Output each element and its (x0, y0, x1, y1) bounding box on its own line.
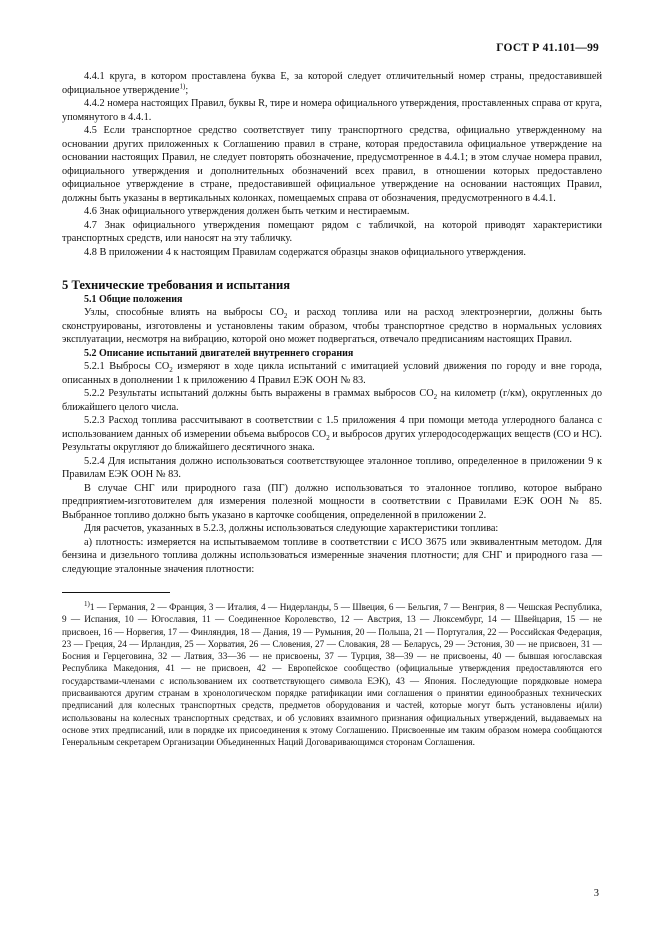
subsection-5-2-heading: 5.2 Описание испытаний двигателей внутреннего сгорания (84, 347, 354, 359)
paragraph-5-2-3: 5.2.3 Расход топлива рассчитывают в соответствии с 1.5 приложения 4 при помощи метода углеродного баланса с использованием данных об измерении объема выбросов $CO_2$ и выбросов других углеродосодержащих веществ (CO и HC). Результаты округляют до ближайшего десятичного знака. (62, 415, 602, 453)
paragraph-density: а) плотность: измеряется на испытываемом топливе в соответствии с ИСО 3675 или эквивалентным методом. Для бензина и дизельного топлива должны использоваться измеренные значения плотности; для СНГ и природного газа — следующие эталонные значения плотности: (62, 536, 602, 575)
paragraph-4-6: 4.6 Знак официального утверждения должен быть четким и нестираемым. (84, 206, 410, 217)
footnote: $^{1)}$1 — Германия, 2 — Франция, 3 — Италия, 4 — Нидерланды, 5 — Швеция, 6 — Бельгия, 7 — Венгрия, 8 — Чешская Республика, 9 — Испания, 10 — Югославия, 11 — Соединенное Королевство, 12 — Австрия, 13 — Люксембург, 14 — Швейцария, 15 — не присвоен, 16 — Норвегия, 17 — Финляндия, 18 — Дания, 19 — Румыния, 20 — Польша, 21 — Португалия, 22 — Российская Федерация, 23 — Греция, 24 — Ирландия, 25 — Хорватия, 26 — Словения, 27 — Словакия, 28 — Беларусь, 29 — Эстония, 30 — не присвоен, 31 — Босния и Герцеговина, 32 — Латвия, 33—36 — не присвоены, 37 — Турция, 38—39 — не присвоены, 40 — бывшая югославская Республика Македония, 41 — не присвоен, 42 — Европейское сообщество (официальные утверждения предоставляются его государствами-членами с использованием их соответствующего символа ЕЭК), 43 — Япония. Последующие порядковые номера присваиваются другим странам в хронологическом порядке ратификации ими соглашения о принятии единообразных технических предписаний для колесных транспортных средств, предметов оборудования и частей, которые могут быть установлены и(или) использованы на колесных транспортных средствах, и об условиях взаимного признания официальных утверждений, выдаваемых на основе этих предписаний, или в порядке их присоединения к этому Соглашению. Присвоенные им таким образом номера сообщаются Генеральным секретарем Организации Объединенных Наций Договаривающимся сторонам Соглашения. (62, 599, 602, 748)
paragraph-4-5: 4.5 Если транспортное средство соответствует типу транспортного средства, официально утвержденному на основании других приложенных к Соглашению правил в стране, которая предоставила официальное утверждение на основании настоящих Правил, не следует повторять обозначение, предусмотренное в 4.4.1; в этом случае номера правил, официального утверждения и дополнительных обозначений всех правил, в отношении которых предоставлено официальное утверждение в стране, предоставившей официальное утверждение на основании настоящих Правил, должны быть указаны в вертикальных колонках, помещаемых справа от обозначения, предусмотренного в 4.4.1. (62, 125, 602, 204)
paragraph-5-1: Узлы, способные влиять на выбросы $CO_2$ и расход топлива или на расход электроэнергии, должны быть сконструированы, изготовлены и установлены таким образом, чтобы транспортное средство в нормальных условиях эксплуатации, несмотря на вибрацию, которой оно может подвергаться, отвечало предписаниям настоящих Правил. (62, 307, 603, 345)
paragraph-4-7: 4.7 Знак официального утверждения помещают рядом с табличкой, на которой приводят характеристики транспортных средств, или наносят на эту табличку. (62, 219, 602, 244)
paragraph-5-2-1: 5.2.1 Выбросы $CO_2$ измеряют в ходе цикла испытаний с имитацией условий движения по городу и вне города, описанных в дополнении 1 к приложению 4 Правил ЕЭК ООН № 83. (62, 361, 602, 386)
paragraph-4-4-2: 4.4.2 номера настоящих Правил, буквы R, тире и номера официального утверждения, проставленных справа от круга, упомянутого в 4.4.1. (62, 98, 602, 123)
paragraph-5-2-4: 5.2.4 Для испытания должно использоваться соответствующее эталонное топливо, определенное в приложении 9 к Правилам ЕЭК ООН № 83. (62, 455, 602, 480)
page-number: 3 (593, 888, 599, 899)
footnote-divider (62, 592, 170, 593)
body-text (62, 70, 602, 749)
footnote-ref: 1) (179, 82, 186, 91)
paragraph-5-2-2: 5.2.2 Результаты испытаний должны быть выражены в граммах выбросов $CO_2$ на километр (г/км), округленных до ближайшего целого числа. (62, 388, 602, 413)
paragraph-lpg: В случае СНГ или природного газа (ПГ) должно использоваться то эталонное топливо, которое выбрано предприятием-изготовителем для измерения полезной мощности в соответствии с Правилами ЕЭК ООН № 85. Выбранное топливо должно быть указано в карточке сообщения, определенной в приложении 2. (62, 482, 602, 521)
section-5-heading: 5 Технические требования и испытания (62, 278, 291, 292)
paragraph-calc: Для расчетов, указанных в 5.2.3, должны использоваться следующие характеристики топлива: (84, 523, 499, 534)
paragraph-4-8: 4.8 В приложении 4 к настоящим Правилам содержатся образцы знаков официального утверждения. (84, 246, 526, 258)
paragraph-4-4-1: 4.4.1 круга, в котором проставлена буква E, за которой следует отличительный номер страны, предоставившей официальное утверждение$^{1)}$; (62, 71, 602, 96)
standard-code-header: ГОСТ Р 41.101—99 (496, 42, 599, 54)
subsection-5-1-heading: 5.1 Общие положения (84, 293, 183, 305)
